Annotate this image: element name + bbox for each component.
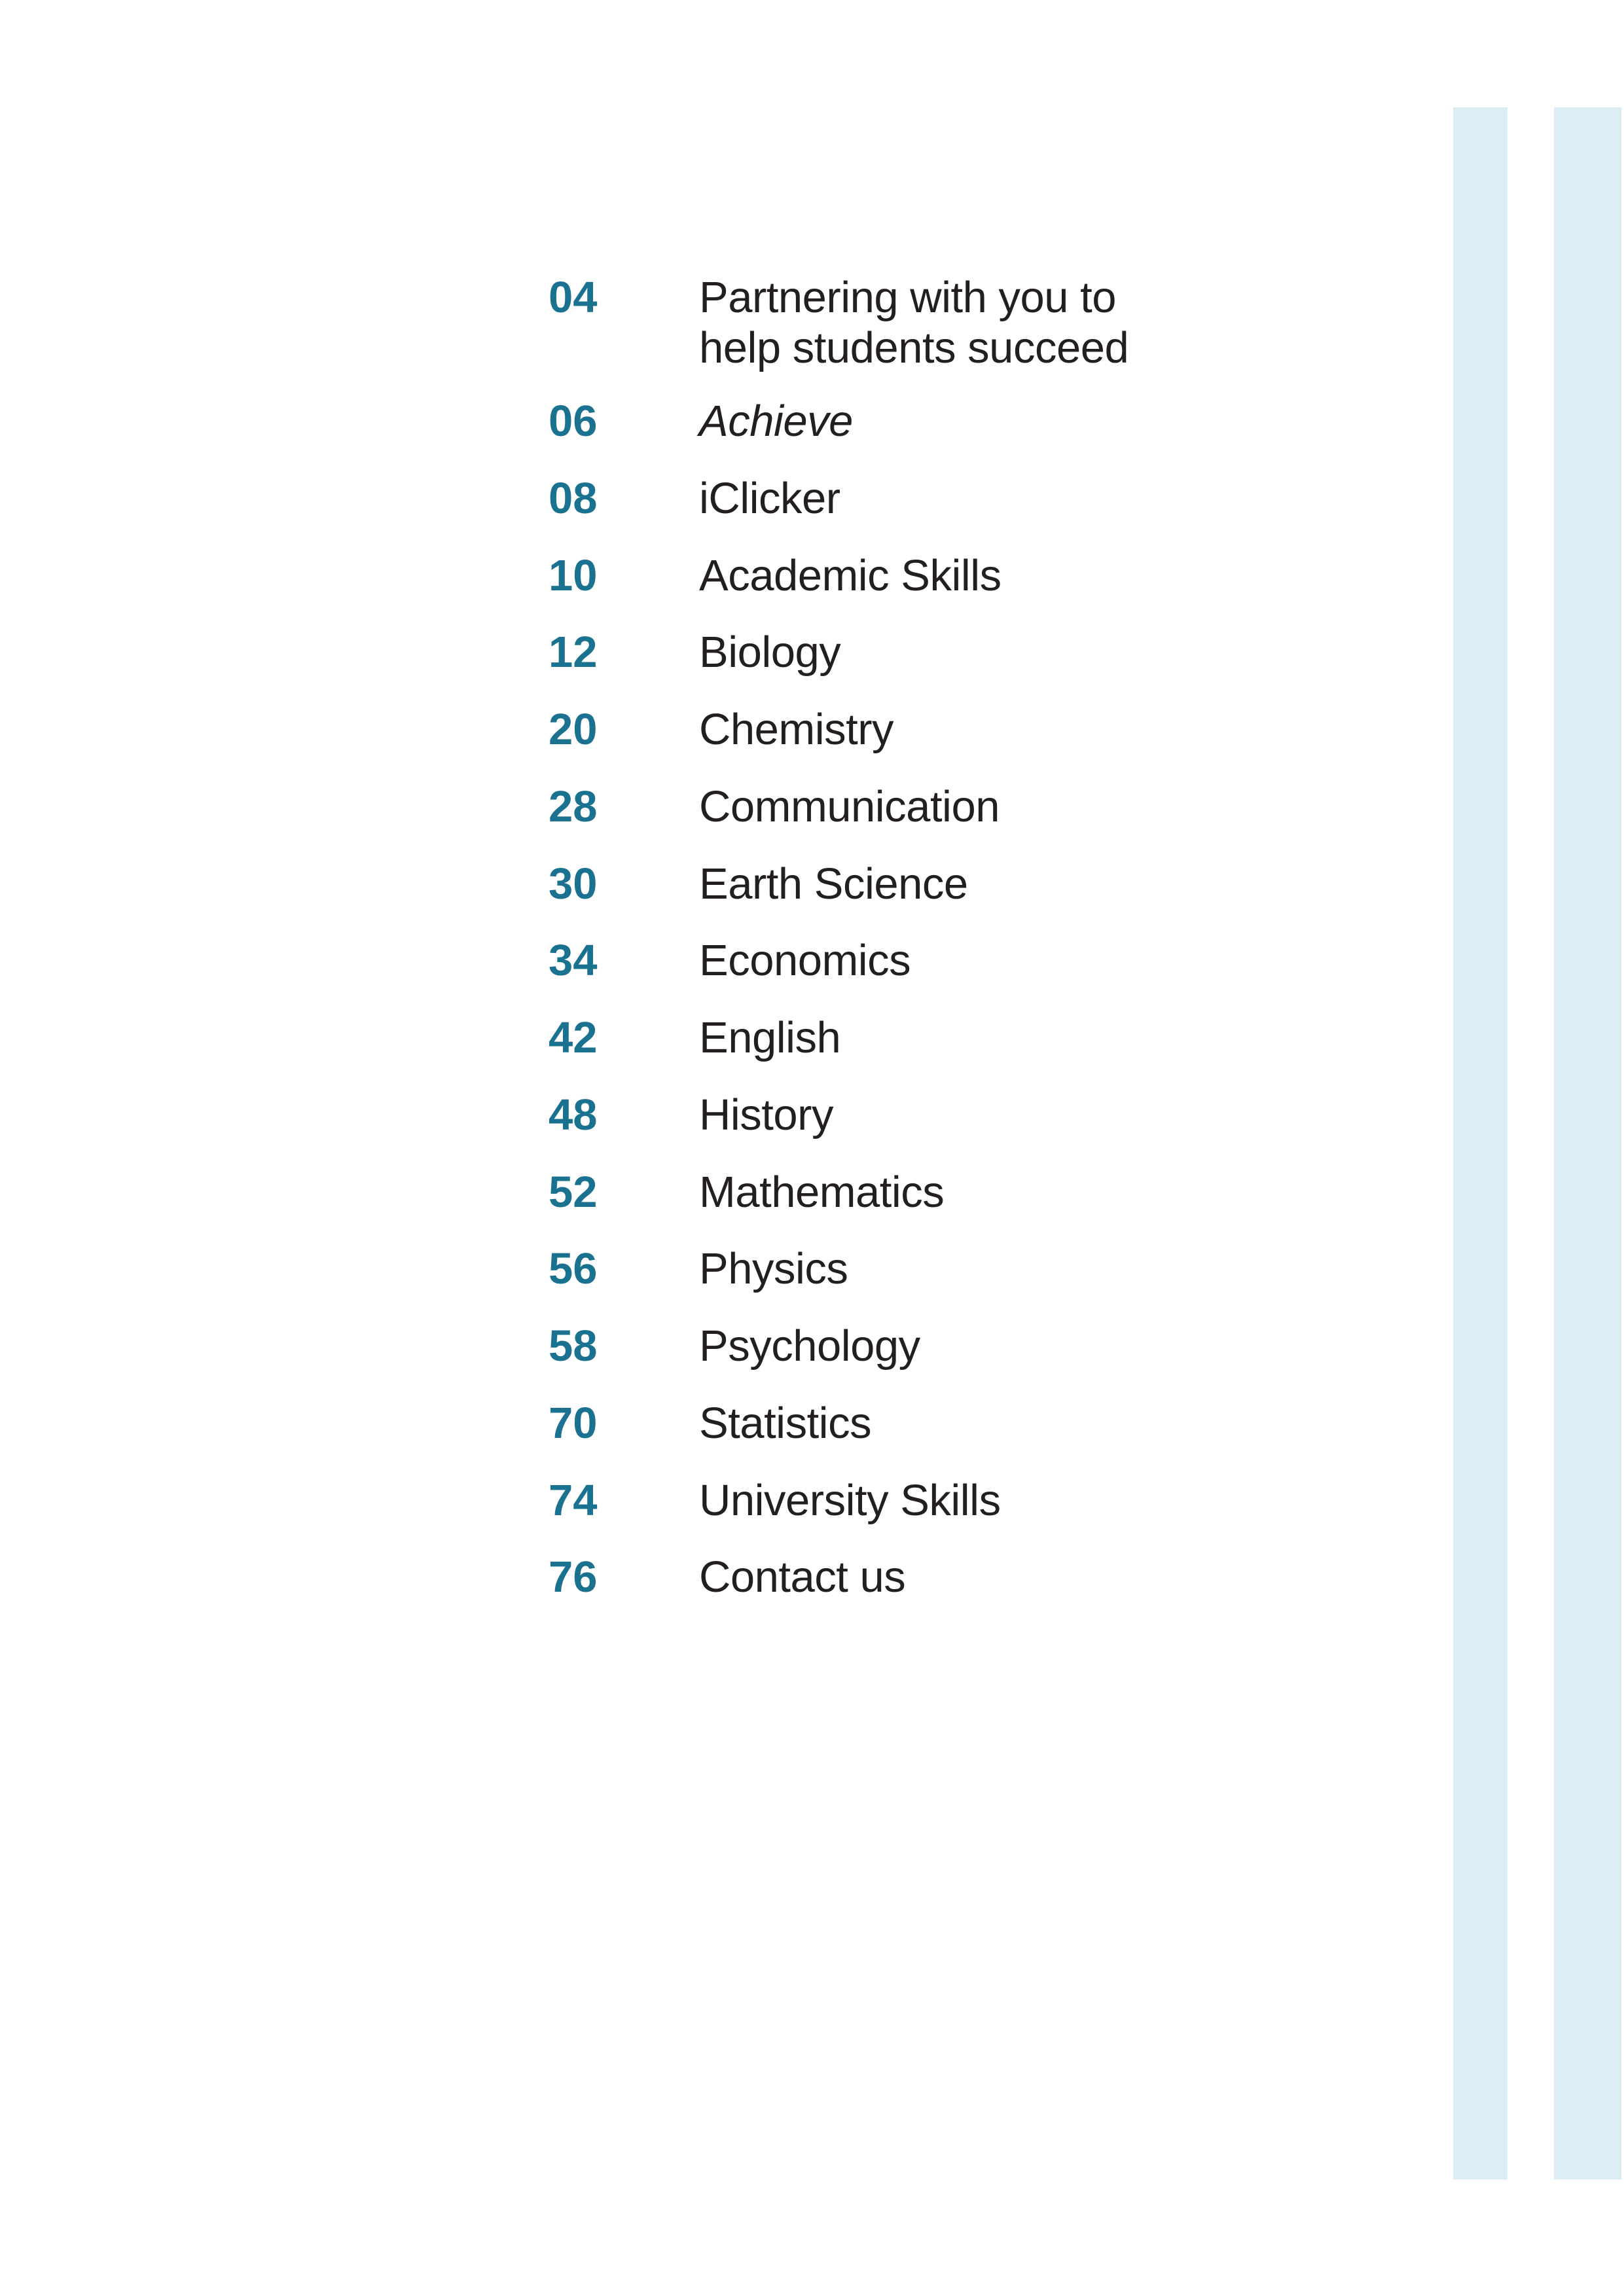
toc-page-number: 48: [549, 1090, 598, 1139]
toc-entry: [549, 627, 1334, 677]
toc-page-number: 20: [549, 705, 598, 754]
toc-entry-title: iClicker: [699, 473, 840, 523]
toc-page-number: 70: [549, 1398, 598, 1448]
toc-entry-title: Statistics: [699, 1398, 872, 1448]
toc-entry: [549, 935, 1334, 986]
toc-entry-title: History: [699, 1090, 833, 1139]
toc-entry: [549, 1398, 1334, 1448]
decorative-stripe-right: [1554, 107, 1621, 2179]
toc-entry: [549, 1244, 1334, 1294]
toc-entry-title: Biology: [699, 628, 841, 677]
toc-entry-title: Mathematics: [699, 1167, 945, 1217]
toc-page-number: 28: [549, 781, 598, 831]
toc-entry: [549, 1167, 1334, 1217]
toc-page-number: 42: [549, 1013, 598, 1062]
toc-entry: [549, 1552, 1334, 1602]
toc-entry: [549, 550, 1334, 601]
table-of-contents: [549, 272, 1334, 1629]
toc-page-number: 56: [549, 1244, 598, 1294]
toc-entry: [549, 1321, 1334, 1371]
toc-page-number: 08: [549, 473, 598, 523]
toc-entry: [549, 781, 1334, 832]
toc-entry: [549, 859, 1334, 909]
toc-entry-title: Earth Science: [699, 859, 968, 908]
toc-entry: [549, 272, 1334, 373]
toc-page-number: 74: [549, 1475, 598, 1525]
toc-page-number: 58: [549, 1321, 598, 1371]
toc-entry: [549, 396, 1334, 446]
toc-entry-title: Communication: [699, 781, 1000, 831]
toc-entry: [549, 1475, 1334, 1526]
toc-entry-title: Physics: [699, 1244, 848, 1294]
toc-page-number: 12: [549, 628, 598, 677]
toc-entry-title: Academic Skills: [699, 550, 1001, 600]
toc-entry-title: Psychology: [699, 1321, 920, 1371]
decorative-stripe-left: [1453, 107, 1507, 2179]
toc-page-number: 04: [549, 273, 598, 322]
toc-entry-title: Achieve: [699, 397, 853, 446]
toc-page-number: 34: [549, 936, 598, 986]
toc-entry-title: Chemistry: [699, 705, 894, 754]
toc-entry-title: Contact us: [699, 1552, 906, 1602]
toc-page-number: 06: [549, 397, 598, 446]
toc-page-number: 10: [549, 550, 598, 600]
toc-page-number: 76: [549, 1552, 598, 1602]
toc-entry-title: Economics: [699, 936, 911, 986]
toc-page-number: 30: [549, 859, 598, 908]
toc-entry: [549, 473, 1334, 524]
toc-entry-title: University Skills: [699, 1475, 1001, 1525]
toc-entry-title: Partnering with you to help students succeed: [699, 273, 1129, 372]
toc-page-number: 52: [549, 1167, 598, 1217]
toc-entry-title: English: [699, 1013, 841, 1062]
toc-entry: [549, 1090, 1334, 1140]
toc-entry: [549, 704, 1334, 755]
toc-entry: [549, 1013, 1334, 1063]
